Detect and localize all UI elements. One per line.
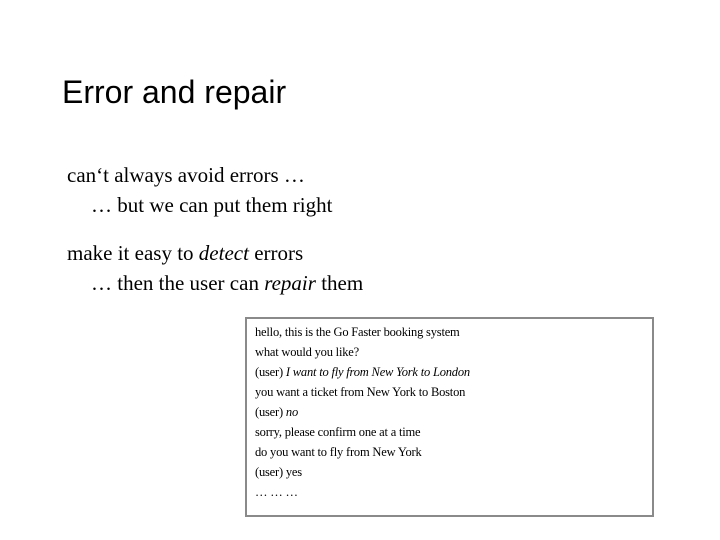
speaker-label: (user) xyxy=(255,405,286,419)
user-utterance: no xyxy=(285,405,298,419)
dialog-line-user xyxy=(255,402,652,422)
dialog-line-user xyxy=(255,362,652,382)
bullet-subline: … but we can put them right xyxy=(91,193,333,217)
dialog-transcript-box xyxy=(245,317,654,517)
speaker-label: (user) xyxy=(255,365,286,379)
emphasis-repair: repair xyxy=(264,271,316,295)
dialog-line: you want a ticket from New York to Boston xyxy=(255,385,466,399)
bullet-line xyxy=(67,241,303,265)
dialog-line: what would you like? xyxy=(255,345,359,359)
bullet-line: can‘t always avoid errors … xyxy=(67,163,305,187)
emphasis-detect: detect xyxy=(198,241,249,265)
text-segment: … then the user can xyxy=(91,271,265,295)
dialog-lines xyxy=(247,319,652,502)
slide-title: Error and repair xyxy=(62,74,287,110)
bullet-avoid-errors xyxy=(67,160,332,220)
dialog-line: do you want to fly from New York xyxy=(255,445,422,459)
text-segment: them xyxy=(315,271,364,295)
dialog-line: sorry, please confirm one at a time xyxy=(255,425,421,439)
bullet-subline xyxy=(67,268,363,298)
text-segment: make it easy to xyxy=(67,241,199,265)
dialog-line: hello, this is the Go Faster booking system xyxy=(255,325,460,339)
dialog-line: (user) yes xyxy=(255,465,302,479)
user-utterance: I want to fly from New York to London xyxy=(285,365,470,379)
dialog-line-ellipsis: … … … xyxy=(255,485,298,499)
text-segment: errors xyxy=(248,241,304,265)
bullet-detect-errors xyxy=(67,238,363,298)
